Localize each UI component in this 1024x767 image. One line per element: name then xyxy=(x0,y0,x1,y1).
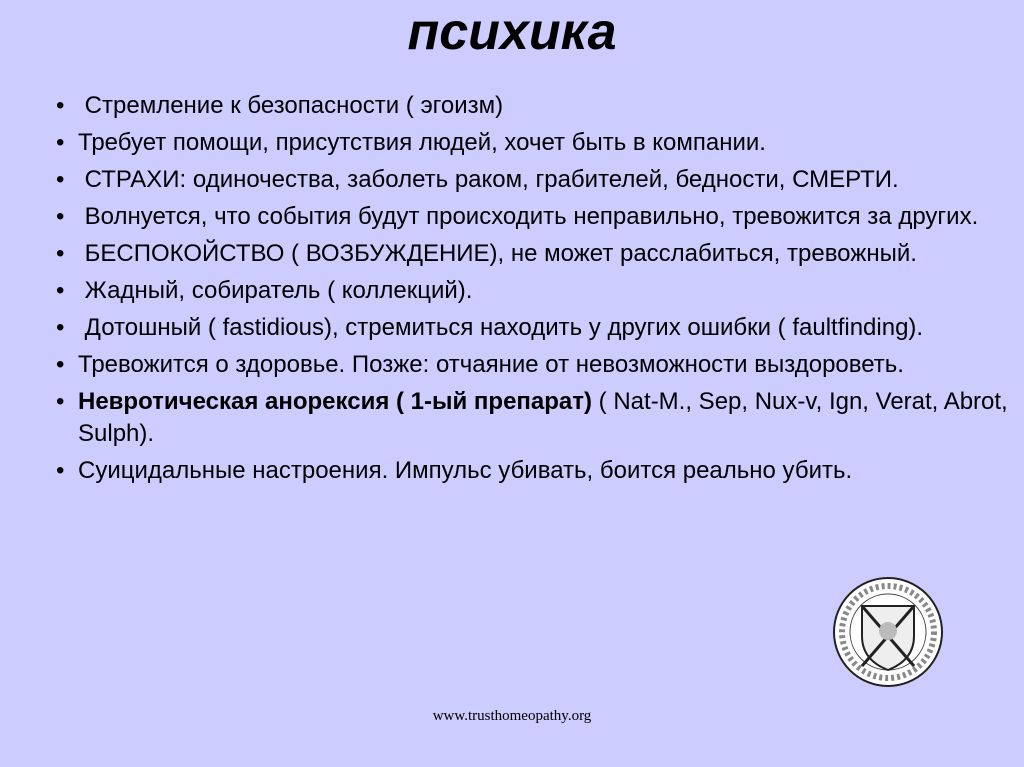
bullet-list xyxy=(56,90,1016,492)
bullet-item: • СТРАХИ: одиночества, заболеть раком, грабителей, бедности, СМЕРТИ. xyxy=(56,166,899,193)
bullet-item: • Волнуется, что события будут происходить неправильно, тревожится за других. xyxy=(56,203,979,230)
footer-url: www.trusthomeopathy.org xyxy=(432,708,592,724)
bold-heading: Невротическая анорексия ( 1-ый препарат) xyxy=(78,388,593,415)
faculty-of-homeopathy-seal xyxy=(832,576,944,688)
bullet-item: • Дотошный ( fastidious), стремиться находить у других ошибки ( faultfinding). xyxy=(56,314,924,341)
slide-title: психика xyxy=(407,3,617,61)
bullet-item: • Стремление к безопасности ( эгоизм) xyxy=(56,92,504,119)
bullet-item: • Тревожится о здоровье. Позже: отчаяние от невозможности выздороветь. xyxy=(56,351,904,378)
remedies-list: ( Nat-M., Sep, Nux-v, Ign, Verat, Abrot, Sulph). xyxy=(78,388,1015,447)
bullet-item: • Суицидальные настроения. Импульс убивать, боится реально убить. xyxy=(56,457,853,484)
bullet-item: • Требует помощи, присутствия людей, хочет быть в компании. xyxy=(56,129,766,156)
bullet-item: • Невротическая анорексия ( 1-ый препарат) ( Nat-M., Sep, Nux-v, Ign, Verat, Abrot, Sulph). xyxy=(56,388,1015,447)
bullet-item: • Жадный, собиратель ( коллекций). xyxy=(56,277,473,304)
bullet-item: • БЕСПОКОЙСТВО ( ВОЗБУЖДЕНИЕ), не может расслабиться, тревожный. xyxy=(56,240,917,267)
